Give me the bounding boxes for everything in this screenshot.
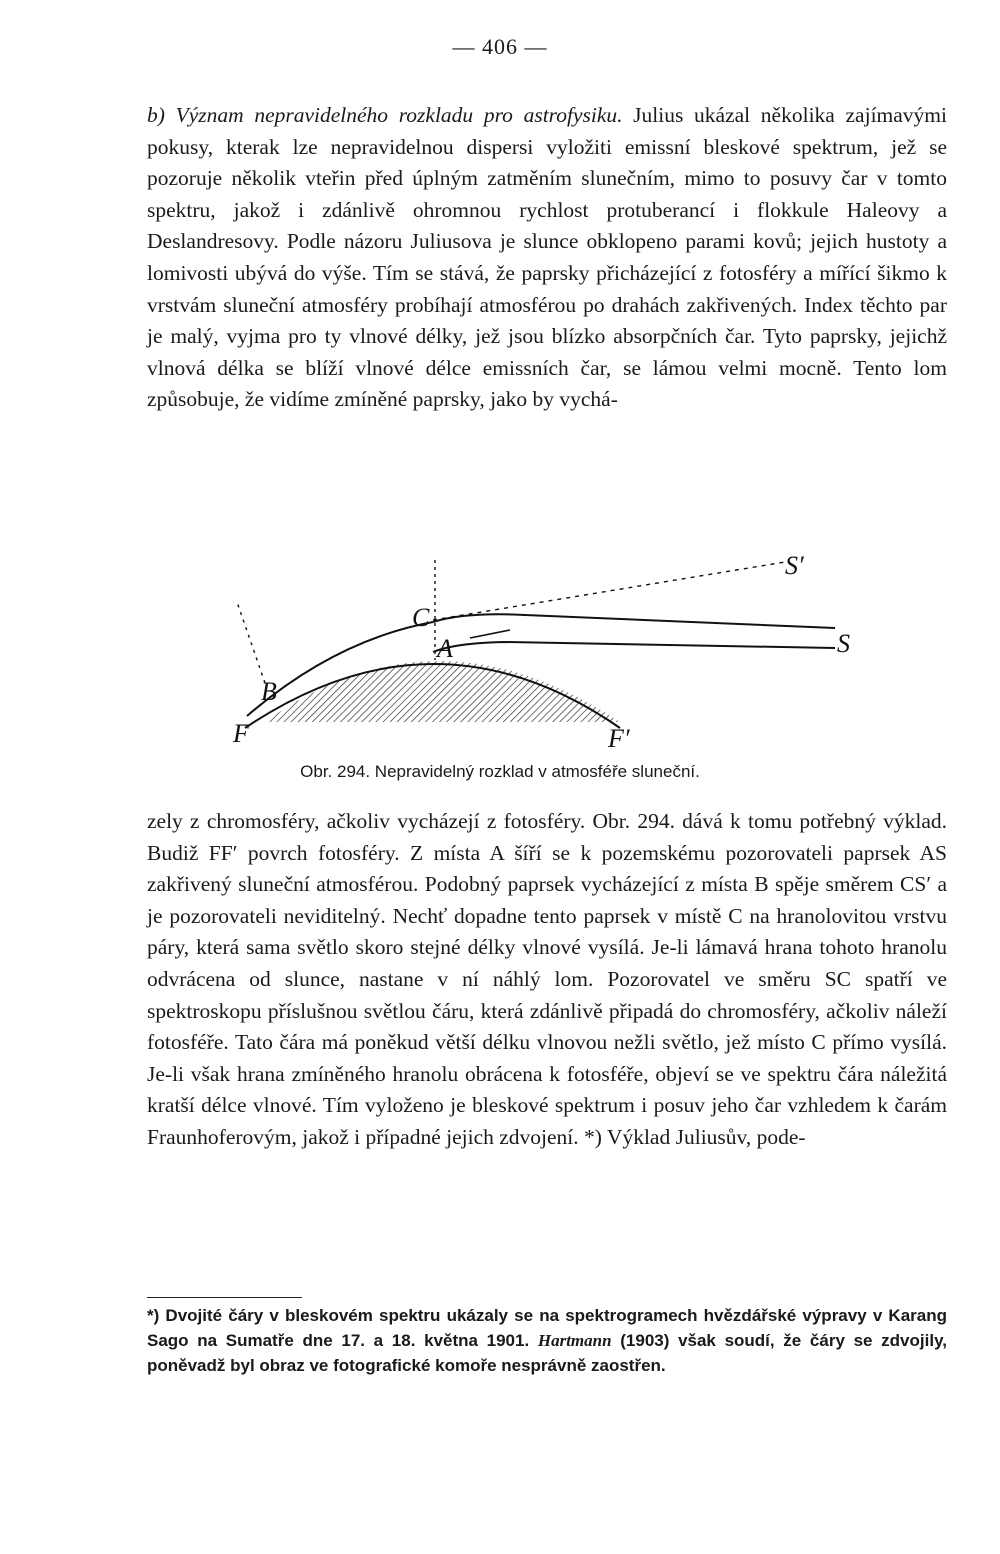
label-A: A — [437, 634, 453, 663]
label-F: F — [233, 719, 249, 748]
paragraph-1 — [147, 100, 947, 416]
line-B-dotted — [237, 602, 265, 683]
figure-diagram — [225, 540, 865, 755]
section-label: b) Význam nepravidelného rozkladu pro astrofysiku. — [147, 103, 623, 127]
label-C: C — [412, 603, 430, 632]
ray-A-link — [470, 630, 510, 638]
footnote-rule — [147, 1297, 302, 1298]
label-F-prime: F′ — [608, 724, 630, 753]
line-C-Sprime — [433, 562, 785, 620]
photosphere-dome — [265, 661, 620, 722]
footnote-text-2: (1903) však soudí, že čáry se zdvojily, poněvadž byl obraz ve fotografické komoře nesprávně zaostřen. — [147, 1331, 947, 1375]
footnote-author: Hartmann — [537, 1331, 612, 1350]
figure-caption: Obr. 294. Nepravidelný rozklad v atmosféře sluneční. — [300, 762, 700, 781]
figure-294 — [225, 540, 865, 755]
ray-C-S-upper — [433, 614, 835, 628]
label-S-prime: S′ — [785, 551, 804, 580]
ray-A-S — [433, 642, 835, 652]
footnote — [147, 1303, 947, 1378]
paragraph-1-text: Julius ukázal několika zajímavými pokusy, kterak lze nepravidelnou dispersi vyložiti emissní bleskové spektrum, jež se pozoruje několik vteřin před úplným zatměním slunečním, mimo to posuvy čar v tomto spektru, jakož i zdánlivě ohromnou rychlost protuberancí i flokkule Haleovy a Deslandresovy. Podle názoru Juliusova je slunce obklopeno parami kovů; jejich hustoty a lomivosti ubývá do výše. Tím se stává, že paprsky přicházející z fotosféry a mířící šikmo k vrstvám sluneční atmosféry probíhají atmosférou po drahách zakřivených. Index těchto par je malý, vyjma pro ty vlnové délky, jež jsou blízko absorpčních čar. Tyto paprsky, jejichž vlnová délka se blíží vlnové délce emissních čar, se lámou velmi mocně. Tento lom způsobuje, že vidíme zmíněné paprsky, jako by vychá- — [147, 103, 947, 412]
paragraph-2: zely z chromosféry, ačkoliv vycházejí z fotosféry. Obr. 294. dává k tomu potřebný výklad. Budiž FF′ povrch fotosféry. Z místa A šíří se k pozemskému pozorovateli paprsek AS zakřivený sluneční atmosférou. Podobný paprsek vycházející z místa B spěje směrem CS′ a je pozorovateli neviditelný. Nechť dopadne tento paprsek v místě C na hranolovitou vrstvu páry, která sama světlo skoro stejné délky vlnové vysílá. Je-li lámavá hrana tohoto hranolu odvrácena od slunce, nastane v ní náhlý lom. Pozorovatel ve směru SC spatří ve spektroskopu příslušnou světlou čáru, která zdánlivě připadá do chromosféry, ačkoliv náleží fotosféře. Tato čára má poněkud větší délku vlnovou nežli světlo, jež místo C přímo vysílá. Je-li však hrana zmíněného hranolu obrácena k fotosféře, objeví se ve spektru čára náležitá kratší délce vlnové. Tím vyloženo je bleskové spektrum i posuv jeho čar vzhledem k čarám Fraunhoferovým, jakož i případné jejich zdvojení. *) Výklad Juliusův, pode- — [147, 809, 947, 1149]
label-S: S — [837, 629, 850, 658]
footnote-text: *) Dvojité čáry v bleskovém spektru ukázaly se na spektrogramech hvězdářské výpravy v Karang Sago na Sumatře dne 17. a 18. května 1901. — [147, 1306, 947, 1350]
label-B: B — [261, 677, 277, 706]
page-number: — 406 — — [452, 34, 548, 59]
